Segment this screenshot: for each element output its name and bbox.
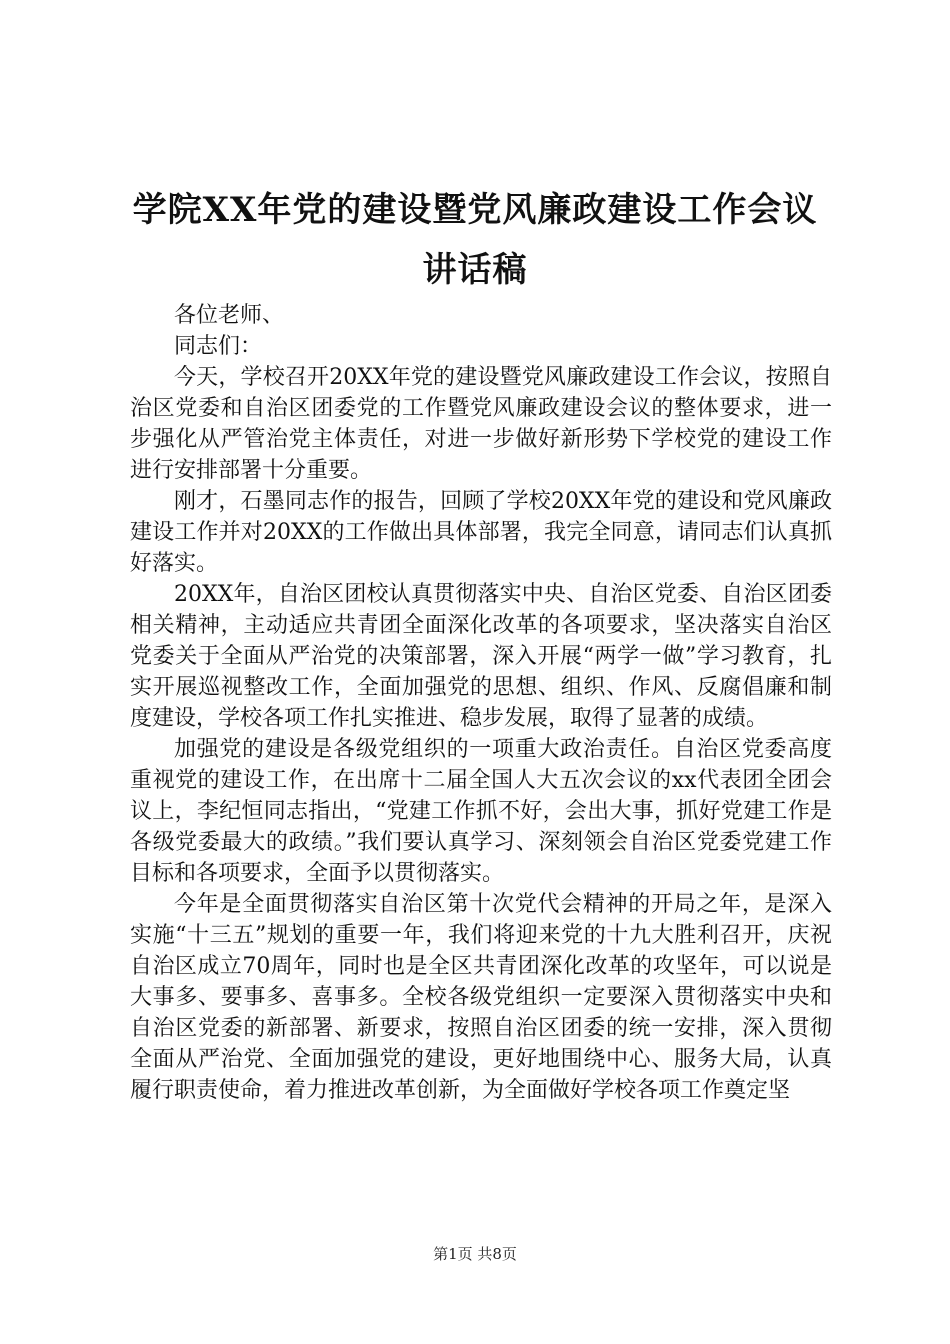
document-title-line-1: 学院XX年党的建设暨党风廉政建设工作会议	[132, 190, 818, 230]
document-title-line-2: 讲话稿	[422, 250, 528, 290]
paragraph-achievements: 20XX年，自治区团校认真贯彻落实中央、自治区党委、自治区团委相关精神，主动适应共青团全面深化改革的各项要求，坚决落实自治区党委关于全面从严治党的决策部署，深入开展“两学一做”学习教育，扎实开展巡视整改工作，全面加强党的思想、组织、作风、反腐倡廉和制度建设，学校各项工作扎实推进、稳步发展，取得了显著的成绩。	[130, 582, 832, 731]
paragraph-this-year: 今年是全面贯彻落实自治区第十次党代会精神的开局之年，是深入实施“十三五”规划的重要一年，我们将迎来党的十九大胜利召开，庆祝自治区成立70周年，同时也是全区共青团深化改革的攻坚年，可以说是大事多、要事多、喜事多。全校各级党组织一定要深入贯彻落实中央和自治区党委的新部署、新要求，按照自治区团委的统一安排，深入贯彻全面从严治党、全面加强党的建设，更好地围绕中心、服务大局，认真履行职责使命，着力推进改革创新，为全面做好学校各项工作奠定坚	[130, 892, 832, 1103]
paragraph-opening: 今天，学校召开20XX年党的建设暨党风廉政建设工作会议，按照自治区党委和自治区团委党的工作暨党风廉政建设会议的整体要求，进一步强化从严管治党主体责任，对进一步做好新形势下学校党的建设工作进行安排部署十分重要。	[130, 365, 832, 483]
salutation-teachers: 各位老师、	[174, 303, 285, 328]
salutation-comrades: 同志们：	[174, 334, 263, 359]
document-body	[130, 300, 832, 1106]
page-footer: 第1页 共8页	[433, 1245, 517, 1263]
paragraph-party-building: 加强党的建设是各级党组织的一项重大政治责任。自治区党委高度重视党的建设工作，在出席十二届全国人大五次会议的xx代表团全团会议上，李纪恒同志指出，“党建工作抓不好，会出大事，抓好党建工作是各级党委最大的政绩。”我们要认真学习、深刻领会自治区党委党建工作目标和各项要求，全面予以贯彻落实。	[130, 737, 832, 886]
paragraph-report: 刚才，石墨同志作的报告，回顾了学校20XX年党的建设和党风廉政建设工作并对20XX的工作做出具体部署，我完全同意，请同志们认真抓好落实。	[130, 489, 832, 576]
